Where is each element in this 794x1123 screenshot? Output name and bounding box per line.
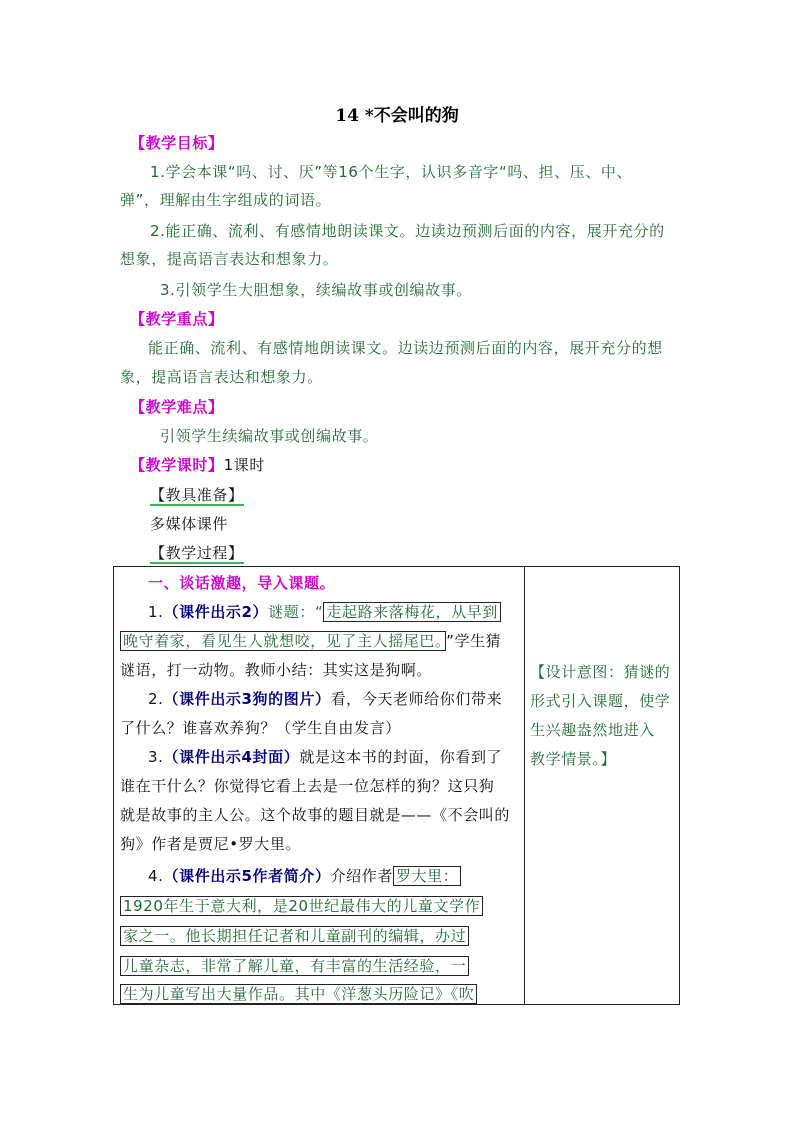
text-segment: 引领学生续编故事或创编故事。 bbox=[160, 427, 379, 445]
body-line bbox=[130, 133, 224, 153]
text-segment: 教学情景。】 bbox=[530, 750, 617, 768]
text-segment: 狗》作者是贾尼•罗大里。 bbox=[120, 835, 302, 853]
text-segment: 2.能正确、流利、有感情地朗读课文。边读边预测后面的内容，展开充分的 bbox=[150, 222, 665, 240]
boxed-highlight-text: 晚守着家，看见生人就想咬，见了主人摇尾巴。 bbox=[120, 631, 446, 651]
table-left-line bbox=[120, 984, 477, 1004]
body-line bbox=[150, 543, 244, 563]
text-segment: 1.学会本课“吗、讨、厌”等16个生字，认识多音字“吗、担、压、中、 bbox=[150, 163, 633, 181]
body-line bbox=[130, 397, 224, 417]
text-segment: 看，今天老师给你们带来 bbox=[330, 690, 503, 708]
table-left-line bbox=[148, 866, 461, 886]
text-segment: 就是这本书的封面，你看到了 bbox=[299, 748, 503, 766]
section-heading: 【教学难点】 bbox=[130, 398, 224, 416]
text-segment: ”学生猜 bbox=[446, 632, 502, 650]
table-left-line bbox=[148, 573, 335, 593]
body-line bbox=[120, 190, 331, 210]
boxed-highlight-text: 1920年生于意大利，是20世纪最伟大的儿童文学作 bbox=[120, 896, 483, 916]
text-segment: 谜语，打一动物。教师小结：其实这是狗啊。 bbox=[120, 661, 433, 679]
text-segment: 1. bbox=[148, 603, 164, 621]
body-line bbox=[160, 426, 378, 446]
text-segment: 生兴趣盎然地进入 bbox=[530, 721, 655, 739]
body-line bbox=[130, 309, 224, 329]
table-right-design-intent-line bbox=[530, 662, 670, 682]
table-left-line bbox=[120, 718, 401, 738]
table-column-divider bbox=[524, 566, 525, 1005]
text-segment: 形式引入课题，使学 bbox=[530, 692, 671, 710]
body-line bbox=[150, 221, 665, 241]
text-segment: 谜题：“ bbox=[268, 603, 324, 621]
table-left-line bbox=[120, 776, 494, 796]
boxed-highlight-text: 走起路来落梅花，从早到 bbox=[323, 602, 501, 622]
text-segment: 了什么？谁喜欢养狗？（学生自由发言） bbox=[120, 719, 401, 737]
text-segment: 【设计意图：猜谜的 bbox=[530, 663, 671, 681]
text-segment: 3. bbox=[148, 748, 164, 766]
boxed-highlight-text: 生为儿童写出大量作品。其中《洋葱头历险记》《吹 bbox=[120, 984, 477, 1004]
table-left-line bbox=[120, 834, 301, 854]
table-left-line bbox=[120, 926, 469, 946]
text-segment: 弹”，理解由生字组成的词语。 bbox=[120, 191, 332, 209]
text-segment: 象，提高语言表达和想象力。 bbox=[120, 368, 323, 386]
section-heading: 一、谈话激趣，导入课题。 bbox=[148, 574, 336, 592]
text-segment: 3.引领学生大胆想象，续编故事或创编故事。 bbox=[160, 281, 472, 299]
text-segment: 2. bbox=[148, 690, 164, 708]
body-line bbox=[148, 338, 663, 358]
text-segment: 就是故事的主人公。这个故事的题目就是——《不会叫的 bbox=[120, 806, 511, 824]
text-segment: 1课时 bbox=[223, 456, 265, 474]
table-right-design-intent-line bbox=[530, 691, 670, 711]
section-heading: 【教学重点】 bbox=[130, 310, 224, 328]
text-segment: 谁在干什么？你觉得它看上去是一位怎样的狗？这只狗 bbox=[120, 777, 495, 795]
text-segment: 【教具准备】 bbox=[150, 486, 244, 504]
text-segment: 介绍作者 bbox=[330, 867, 393, 885]
text-segment: 4. bbox=[148, 867, 164, 885]
courseware-note: （课件出示3狗的图片） bbox=[163, 690, 331, 708]
document-title: 14 *不会叫的狗 bbox=[335, 106, 459, 126]
table-right-design-intent-line bbox=[530, 720, 655, 740]
courseware-note: （课件出示4封面） bbox=[163, 748, 300, 766]
text-segment: 想象，提高语言表达和想象力。 bbox=[120, 250, 339, 268]
boxed-highlight-text: 家之一。他长期担任记者和儿童副刊的编辑，办过 bbox=[120, 926, 469, 946]
section-heading: 【教学课时】 bbox=[130, 456, 224, 474]
text-segment: 能正确、流利、有感情地朗读课文。边读边预测后面的内容，展开充分的想 bbox=[148, 339, 663, 357]
body-line bbox=[120, 367, 323, 387]
body-line bbox=[120, 249, 338, 269]
boxed-highlight-text: 儿童杂志，非常了解儿童，有丰富的生活经验，一 bbox=[120, 956, 469, 976]
body-line bbox=[150, 485, 244, 505]
table-left-line bbox=[120, 896, 483, 916]
courseware-note: （课件出示2） bbox=[163, 603, 269, 621]
table-right-design-intent-line bbox=[530, 749, 616, 769]
table-left-line bbox=[148, 602, 501, 622]
boxed-highlight-text: 罗大里： bbox=[393, 866, 461, 886]
table-left-line bbox=[120, 956, 469, 976]
table-left-line bbox=[120, 660, 432, 680]
text-segment: 多媒体课件 bbox=[150, 515, 229, 533]
body-line bbox=[160, 280, 472, 300]
text-segment: 【教学过程】 bbox=[150, 544, 244, 562]
section-heading: 【教学目标】 bbox=[130, 134, 224, 152]
body-line bbox=[130, 455, 265, 475]
table-left-line bbox=[148, 689, 502, 709]
courseware-note: （课件出示5作者简介） bbox=[163, 867, 331, 885]
table-left-line bbox=[148, 747, 502, 767]
table-left-line bbox=[120, 805, 510, 825]
body-line bbox=[150, 162, 632, 182]
body-line bbox=[150, 514, 228, 534]
table-left-line bbox=[120, 631, 501, 651]
